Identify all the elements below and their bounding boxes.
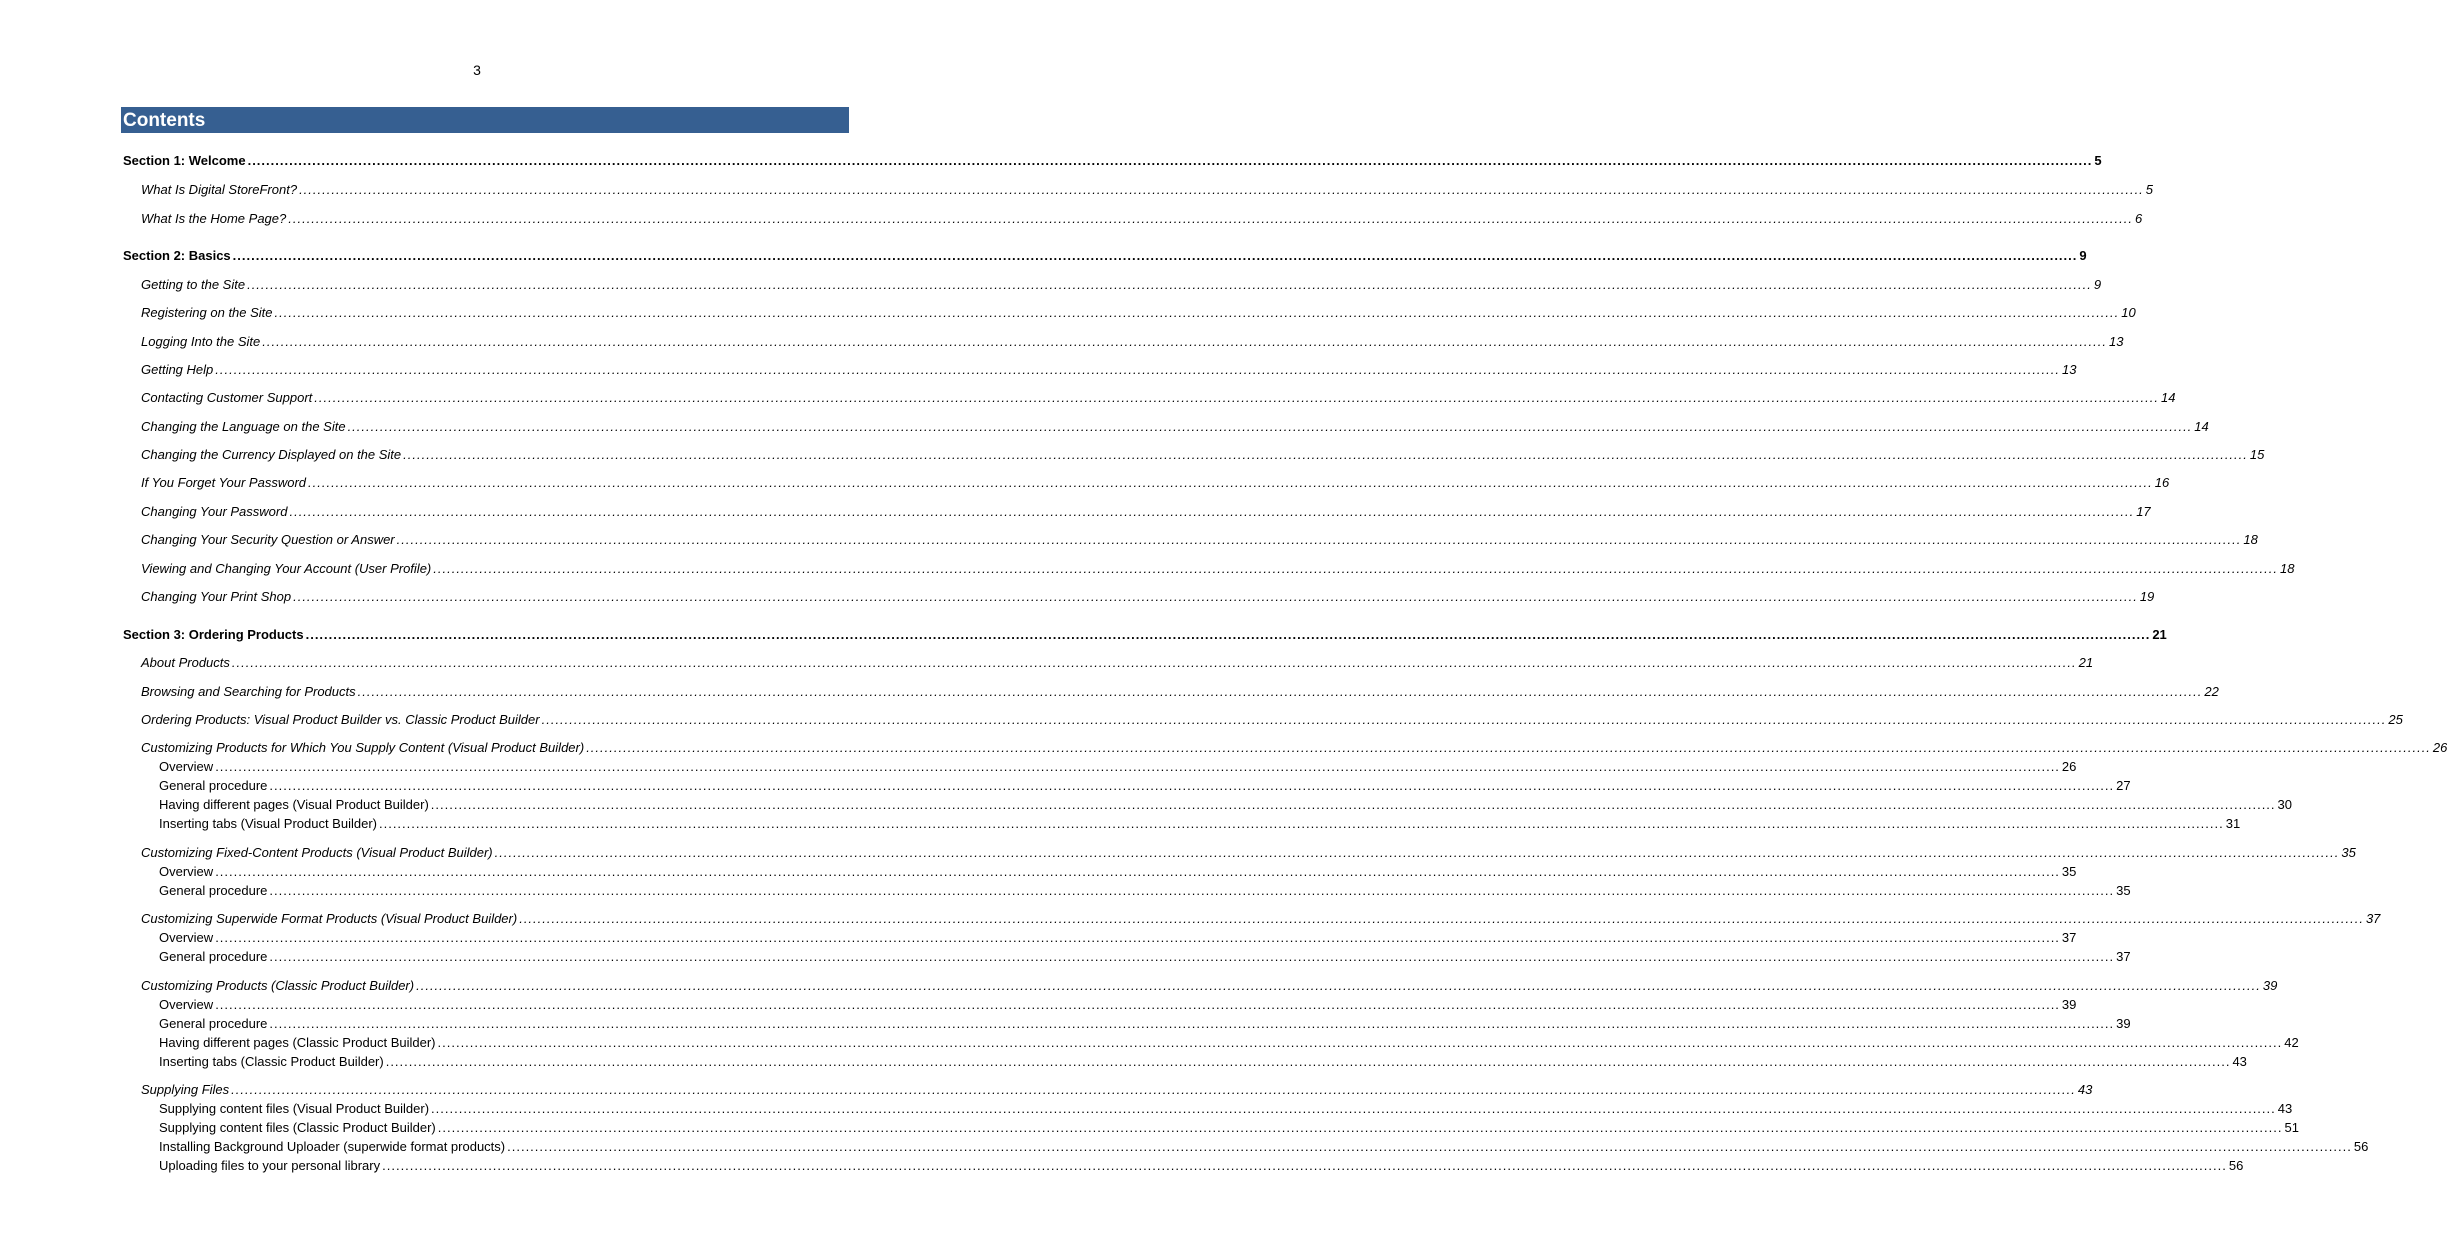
toc-entry-page: 35 xyxy=(2341,845,2356,860)
toc-entry-title: Changing Your Print Shop xyxy=(141,589,292,604)
toc-entry[interactable] xyxy=(141,504,2151,520)
toc-entry[interactable] xyxy=(159,1101,2293,1117)
toc-entry-title: About Products xyxy=(141,655,230,670)
toc-entry-page: 25 xyxy=(2388,712,2403,727)
dot-leader: ................................................................................................................................................................................................................................................................................................................................................................................................................ xyxy=(262,334,2107,349)
toc-entry-title: Supplying content files (Classic Product Builder) xyxy=(159,1120,436,1135)
toc-entry-title: Getting to the Site xyxy=(141,277,246,292)
dot-leader: ................................................................................................................................................................................................................................................................................................................................................................................................................ xyxy=(293,589,2138,604)
toc-entry-page: 26 xyxy=(2061,759,2077,774)
toc-entry[interactable] xyxy=(141,978,2278,994)
toc-entry[interactable] xyxy=(141,334,2124,350)
toc-entry[interactable] xyxy=(141,655,2094,671)
toc-entry[interactable] xyxy=(159,759,2077,775)
dot-leader: ................................................................................................................................................................................................................................................................................................................................................................................................................ xyxy=(586,740,2431,755)
toc-entry-title: General procedure xyxy=(159,949,268,964)
toc-entry-page: 21 xyxy=(2152,627,2167,642)
dot-leader: ................................................................................................................................................................................................................................................................................................................................................................................................................ xyxy=(269,778,2115,793)
toc-entry-title: Registering on the Site xyxy=(141,305,273,320)
toc-entry-page: 39 xyxy=(2116,1016,2131,1031)
toc-entry-page: 51 xyxy=(2284,1120,2299,1135)
toc-entry[interactable] xyxy=(141,1082,2093,1098)
toc-entry-title: Supplying Files xyxy=(141,1082,230,1097)
dot-leader: ................................................................................................................................................................................................................................................................................................................................................................................................................ xyxy=(232,248,2078,263)
toc-entry[interactable] xyxy=(159,1139,2369,1155)
dot-leader: ................................................................................................................................................................................................................................................................................................................................................................................................................ xyxy=(541,712,2387,727)
dot-leader: ................................................................................................................................................................................................................................................................................................................................................................................................................ xyxy=(215,362,2060,377)
toc-entry-title: Getting Help xyxy=(141,362,214,377)
toc-entry-page: 27 xyxy=(2116,778,2131,793)
toc-entry[interactable] xyxy=(159,864,2077,880)
toc-entry[interactable] xyxy=(141,390,2176,406)
dot-leader: ................................................................................................................................................................................................................................................................................................................................................................................................................ xyxy=(269,949,2115,964)
toc-entry-page: 18 xyxy=(2280,561,2295,576)
toc-entry[interactable] xyxy=(141,211,2143,227)
toc-entry[interactable] xyxy=(159,816,2241,832)
toc-entry-title: What Is Digital StoreFront? xyxy=(141,182,298,197)
toc-entry[interactable] xyxy=(159,949,2131,965)
toc-entry-title: Overview xyxy=(159,864,214,879)
dot-leader: ................................................................................................................................................................................................................................................................................................................................................................................................................ xyxy=(416,978,2261,993)
toc-entry[interactable] xyxy=(141,845,2356,861)
toc-entry-title: Having different pages (Classic Product Builder) xyxy=(159,1035,436,1050)
dot-leader: ................................................................................................................................................................................................................................................................................................................................................................................................................ xyxy=(347,419,2193,434)
dot-leader: ................................................................................................................................................................................................................................................................................................................................................................................................................ xyxy=(378,816,2224,831)
toc-entry-page: 13 xyxy=(2062,362,2077,377)
dot-leader: ................................................................................................................................................................................................................................................................................................................................................................................................................ xyxy=(247,277,2092,292)
toc-entry-title: Contacting Customer Support xyxy=(141,390,313,405)
toc-entry-page: 43 xyxy=(2277,1101,2293,1116)
toc-entry-page: 56 xyxy=(2353,1139,2369,1154)
dot-leader: ................................................................................................................................................................................................................................................................................................................................................................................................................ xyxy=(308,475,2153,490)
toc-entry-title: Changing Your Security Question or Answer xyxy=(141,532,395,547)
dot-leader: ................................................................................................................................................................................................................................................................................................................................................................................................................ xyxy=(437,1120,2283,1135)
toc-entry-page: 56 xyxy=(2228,1158,2244,1173)
toc-entry-page: 14 xyxy=(2161,390,2176,405)
toc-entry-page: 6 xyxy=(2134,211,2143,226)
dot-leader: ................................................................................................................................................................................................................................................................................................................................................................................................................ xyxy=(269,1016,2115,1031)
toc-entry-title: Section 1: Welcome xyxy=(123,153,246,168)
toc-entry-title: Overview xyxy=(159,930,214,945)
toc-entry-title: Changing the Language on the Site xyxy=(141,419,346,434)
toc-entry[interactable] xyxy=(159,778,2131,794)
toc-entry[interactable] xyxy=(141,182,2154,198)
dot-leader: ................................................................................................................................................................................................................................................................................................................................................................................................................ xyxy=(274,305,2120,320)
toc-entry-page: 43 xyxy=(2232,1054,2247,1069)
toc-entry-page: 37 xyxy=(2365,911,2381,926)
toc-entry[interactable] xyxy=(141,561,2295,577)
toc-entry-page: 18 xyxy=(2243,532,2258,547)
dot-leader: ................................................................................................................................................................................................................................................................................................................................................................................................................ xyxy=(314,390,2159,405)
toc-entry-page: 43 xyxy=(2077,1082,2093,1097)
toc-entry[interactable] xyxy=(159,797,2292,813)
dot-leader: ................................................................................................................................................................................................................................................................................................................................................................................................................ xyxy=(519,911,2364,926)
toc-entry[interactable] xyxy=(141,419,2209,435)
dot-leader: ................................................................................................................................................................................................................................................................................................................................................................................................................ xyxy=(215,759,2060,774)
toc-entry-page: 21 xyxy=(2078,655,2094,670)
toc-entry-page: 31 xyxy=(2225,816,2241,831)
toc-entry-page: 22 xyxy=(2204,684,2219,699)
toc-entry-title: Logging Into the Site xyxy=(141,334,261,349)
toc-entry-title: Customizing Products for Which You Supply Content (Visual Product Builder) xyxy=(141,740,585,755)
toc-entry-title: Changing Your Password xyxy=(141,504,288,519)
toc-entry-title: Viewing and Changing Your Account (User Profile) xyxy=(141,561,432,576)
toc-entry[interactable] xyxy=(159,1016,2131,1032)
toc-entry-title: Inserting tabs (Classic Product Builder) xyxy=(159,1054,384,1069)
dot-leader: ................................................................................................................................................................................................................................................................................................................................................................................................................ xyxy=(507,1139,2352,1154)
dot-leader: ................................................................................................................................................................................................................................................................................................................................................................................................................ xyxy=(437,1035,2283,1050)
dot-leader: ................................................................................................................................................................................................................................................................................................................................................................................................................ xyxy=(269,883,2115,898)
toc-entry-page: 14 xyxy=(2194,419,2209,434)
toc-entry[interactable] xyxy=(159,1054,2247,1070)
toc-entry[interactable] xyxy=(123,627,2167,643)
dot-leader: ................................................................................................................................................................................................................................................................................................................................................................................................................ xyxy=(431,1101,2276,1116)
toc-entry-title: Overview xyxy=(159,759,214,774)
toc-entry[interactable] xyxy=(159,883,2131,899)
toc-entry[interactable] xyxy=(123,153,2102,169)
toc-entry-page: 17 xyxy=(2136,504,2151,519)
toc-entry-title: General procedure xyxy=(159,1016,268,1031)
toc-entry-page: 39 xyxy=(2262,978,2278,993)
toc-entry-title: Section 2: Basics xyxy=(123,248,231,263)
toc-entry-page: 13 xyxy=(2109,334,2124,349)
dot-leader: ................................................................................................................................................................................................................................................................................................................................................................................................................ xyxy=(215,997,2060,1012)
toc-entry-page: 16 xyxy=(2154,475,2170,490)
dot-leader: ................................................................................................................................................................................................................................................................................................................................................................................................................ xyxy=(494,845,2340,860)
toc-entry[interactable] xyxy=(159,1035,2299,1051)
toc-entry-title: Ordering Products: Visual Product Builder vs. Classic Product Builder xyxy=(141,712,540,727)
toc-entry-title: Overview xyxy=(159,997,214,1012)
toc-entry-page: 35 xyxy=(2116,883,2131,898)
toc-entry[interactable] xyxy=(141,740,2447,756)
dot-leader: ................................................................................................................................................................................................................................................................................................................................................................................................................ xyxy=(403,447,2248,462)
dot-leader: ................................................................................................................................................................................................................................................................................................................................................................................................................ xyxy=(288,211,2133,226)
dot-leader: ................................................................................................................................................................................................................................................................................................................................................................................................................ xyxy=(433,561,2278,576)
toc-entry[interactable] xyxy=(159,930,2077,946)
dot-leader: ................................................................................................................................................................................................................................................................................................................................................................................................................ xyxy=(357,684,2203,699)
toc-entry-page: 5 xyxy=(2145,182,2154,197)
toc-entry-page: 42 xyxy=(2284,1035,2299,1050)
dot-leader: ................................................................................................................................................................................................................................................................................................................................................................................................................ xyxy=(385,1054,2231,1069)
toc-entry[interactable] xyxy=(141,475,2170,491)
toc-entry[interactable] xyxy=(141,362,2077,378)
toc-entry-title: Browsing and Searching for Products xyxy=(141,684,356,699)
dot-leader: ................................................................................................................................................................................................................................................................................................................................................................................................................ xyxy=(231,1082,2076,1097)
toc-entry[interactable] xyxy=(141,911,2381,927)
toc-entry[interactable] xyxy=(159,1120,2299,1136)
toc-entry[interactable] xyxy=(159,1158,2244,1174)
toc-entry-title: What Is the Home Page? xyxy=(141,211,287,226)
toc-entry-title: If You Forget Your Password xyxy=(141,475,307,490)
toc-entry-page: 30 xyxy=(2277,797,2292,812)
dot-leader: ................................................................................................................................................................................................................................................................................................................................................................................................................ xyxy=(231,655,2077,670)
toc-entry-page: 26 xyxy=(2432,740,2447,755)
toc-entry-page: 10 xyxy=(2121,305,2136,320)
toc-entry-title: General procedure xyxy=(159,883,268,898)
toc-entry-title: General procedure xyxy=(159,778,268,793)
toc-entry[interactable] xyxy=(141,532,2258,548)
toc-entry[interactable] xyxy=(141,447,2265,463)
toc-entry[interactable] xyxy=(141,684,2219,700)
toc-entry-title: Customizing Fixed-Content Products (Visual Product Builder) xyxy=(141,845,493,860)
toc-entry-title: Installing Background Uploader (superwide format products) xyxy=(159,1139,506,1154)
dot-leader: ................................................................................................................................................................................................................................................................................................................................................................................................................ xyxy=(305,627,2151,642)
dot-leader: ................................................................................................................................................................................................................................................................................................................................................................................................................ xyxy=(299,182,2144,197)
toc-entry-page: 19 xyxy=(2139,589,2155,604)
toc-entry-page: 5 xyxy=(2094,153,2102,168)
toc-entry[interactable] xyxy=(141,277,2102,293)
dot-leader: ................................................................................................................................................................................................................................................................................................................................................................................................................ xyxy=(215,930,2060,945)
toc-entry-title: Uploading files to your personal library xyxy=(159,1158,381,1173)
dot-leader: ................................................................................................................................................................................................................................................................................................................................................................................................................ xyxy=(289,504,2135,519)
dot-leader: ................................................................................................................................................................................................................................................................................................................................................................................................................ xyxy=(396,532,2242,547)
toc-entry-title: Customizing Superwide Format Products (Visual Product Builder) xyxy=(141,911,518,926)
toc-entry[interactable] xyxy=(141,305,2136,321)
toc-entry-page: 35 xyxy=(2061,864,2077,879)
toc-entry-title: Customizing Products (Classic Product Builder) xyxy=(141,978,415,993)
dot-leader: ................................................................................................................................................................................................................................................................................................................................................................................................................ xyxy=(247,153,2093,168)
dot-leader: ................................................................................................................................................................................................................................................................................................................................................................................................................ xyxy=(382,1158,2227,1173)
toc-entry[interactable] xyxy=(159,997,2077,1013)
toc-entry[interactable] xyxy=(141,589,2155,605)
toc-entry[interactable] xyxy=(141,712,2403,728)
toc-entry[interactable] xyxy=(123,248,2087,264)
toc-entry-page: 37 xyxy=(2061,930,2077,945)
toc-entry-title: Changing the Currency Displayed on the Site xyxy=(141,447,402,462)
page-number: 3 xyxy=(473,62,481,78)
toc-entry-title: Having different pages (Visual Product Builder) xyxy=(159,797,429,812)
toc-entry-page: 39 xyxy=(2061,997,2077,1012)
toc-entry-page: 9 xyxy=(2093,277,2102,292)
dot-leader: ................................................................................................................................................................................................................................................................................................................................................................................................................ xyxy=(215,864,2060,879)
toc-entry-title: Section 3: Ordering Products xyxy=(123,627,304,642)
contents-heading: Contents xyxy=(121,107,849,133)
toc-entry-title: Inserting tabs (Visual Product Builder) xyxy=(159,816,377,831)
toc-entry-page: 9 xyxy=(2079,248,2087,263)
dot-leader: ................................................................................................................................................................................................................................................................................................................................................................................................................ xyxy=(430,797,2276,812)
toc-entry-page: 15 xyxy=(2249,447,2265,462)
toc-entry-title: Supplying content files (Visual Product Builder) xyxy=(159,1101,430,1116)
toc-entry-page: 37 xyxy=(2116,949,2131,964)
